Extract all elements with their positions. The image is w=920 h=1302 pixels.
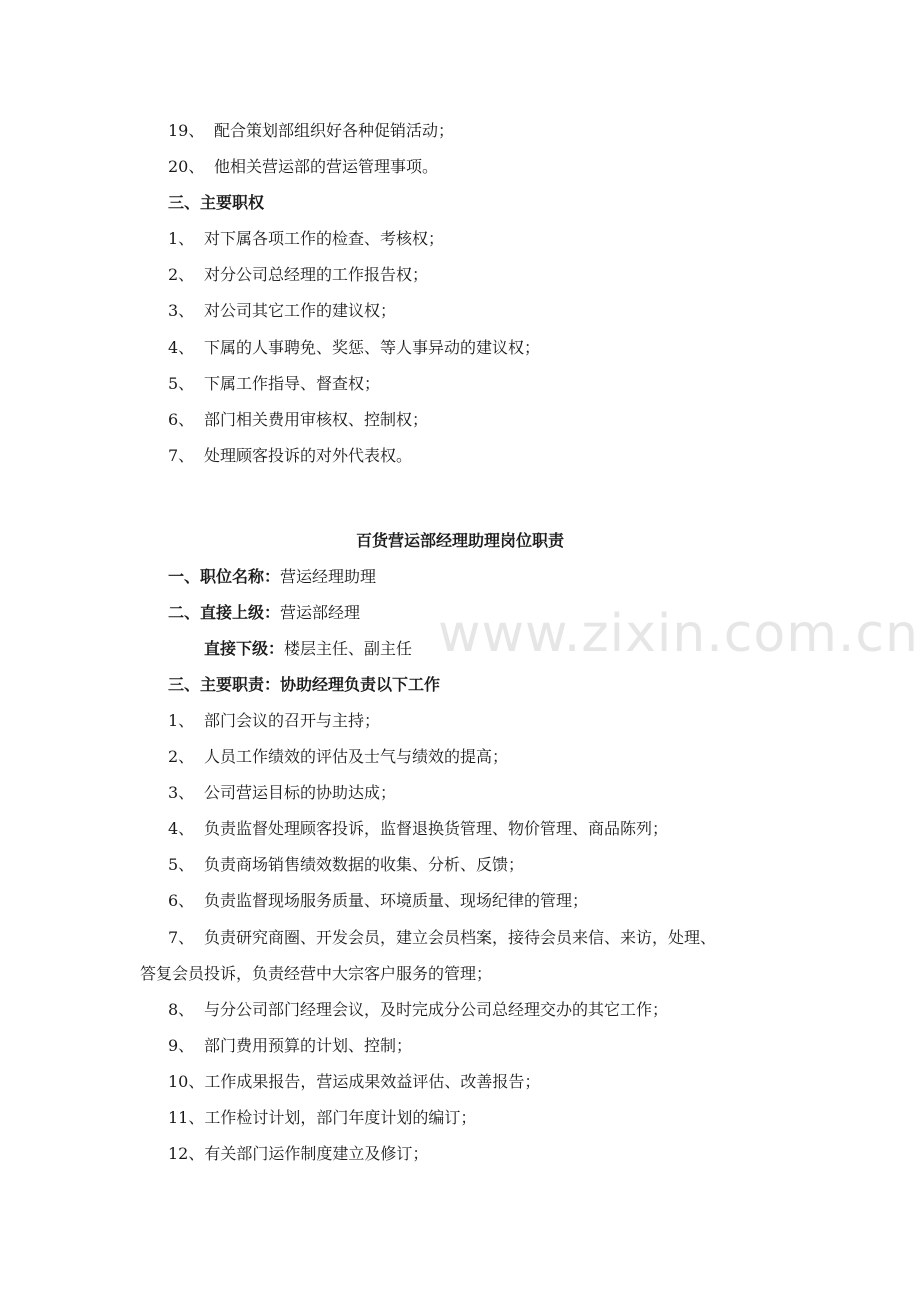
section-heading-powers: 三、主要职权 [168, 193, 265, 212]
item-number: 6、 [168, 891, 195, 910]
list-item [168, 1072, 540, 1092]
item-number: 1、 [168, 229, 195, 248]
item-text: 人员工作绩效的评估及士气与绩效的提高； [204, 747, 509, 766]
list-item [168, 229, 444, 249]
item-text: 对分公司总经理的工作报告权； [204, 265, 429, 284]
item-text: 公司营运目标的协助达成； [204, 783, 397, 802]
subordinate-value: 楼层主任、副主任 [284, 639, 413, 658]
position-label: 一、职位名称： [168, 567, 281, 586]
position-row [168, 567, 376, 587]
position-value: 营运经理助理 [280, 567, 377, 586]
list-item [168, 410, 428, 430]
list-item [168, 1036, 412, 1056]
list-item [168, 855, 524, 875]
item-number: 4、 [168, 819, 195, 838]
item-number: 20、 [168, 157, 205, 176]
item-text: 与分公司部门经理会议，及时完成分公司总经理交办的其它工作； [204, 1000, 669, 1019]
superior-row [168, 603, 360, 623]
item-number: 2、 [168, 747, 195, 766]
item-text: 对下属各项工作的检查、考核权； [204, 229, 445, 248]
list-item [168, 446, 412, 466]
superior-label: 二、直接上级： [168, 603, 281, 622]
item-number: 4、 [168, 338, 195, 357]
superior-value: 营运部经理 [280, 603, 361, 622]
item-number: 7、 [168, 928, 195, 947]
list-item [168, 265, 428, 285]
list-item [168, 747, 508, 767]
item-text: 工作成果报告，营运成果效益评估、改善报告； [204, 1072, 541, 1091]
item-number: 11、 [168, 1108, 205, 1127]
item-number: 1、 [168, 711, 195, 730]
list-item [168, 301, 396, 321]
subordinate-row [204, 639, 412, 659]
list-item [168, 1108, 476, 1128]
list-item [168, 891, 588, 911]
item-number: 7、 [168, 446, 195, 465]
item-text: 配合策划部组织好各种促销活动； [214, 121, 455, 140]
item-text: 部门费用预算的计划、控制； [204, 1036, 413, 1055]
item-number: 12、 [168, 1144, 205, 1163]
item-number: 2、 [168, 265, 195, 284]
item-text: 负责监督现场服务质量、环境质量、现场纪律的管理； [204, 891, 589, 910]
item-text: 他相关营运部的营运管理事项。 [214, 157, 439, 176]
list-item [168, 1000, 668, 1020]
document-title: 百货营运部经理助理岗位职责 [355, 531, 564, 550]
item-text: 负责研究商圈、开发会员，建立会员档案，接待会员来信、来访，处理、 [204, 928, 717, 947]
list-item [168, 819, 668, 839]
list-item [168, 1144, 428, 1164]
list-item [168, 338, 540, 358]
list-item [168, 711, 380, 731]
item-number: 8、 [168, 1000, 195, 1019]
watermark-text: www.zixin.com.cn [438, 604, 919, 664]
list-item [168, 928, 716, 948]
item-text: 负责监督处理顾客投诉，监督退换货管理、物价管理、商品陈列； [204, 819, 669, 838]
item-number: 3、 [168, 783, 195, 802]
item-text: 负责商场销售绩效数据的收集、分析、反馈； [204, 855, 525, 874]
item-number: 3、 [168, 301, 195, 320]
item-number: 19、 [168, 121, 205, 140]
item-text: 下属的人事聘免、奖惩、等人事异动的建议权； [204, 338, 541, 357]
list-item [168, 121, 454, 141]
item-number: 6、 [168, 410, 195, 429]
section-heading-duties: 三、主要职责：协助经理负责以下工作 [168, 675, 441, 694]
item-number: 5、 [168, 855, 195, 874]
item-text: 部门相关费用审核权、控制权； [204, 410, 429, 429]
item-text: 下属工作指导、督查权； [204, 374, 381, 393]
item-text: 有关部门运作制度建立及修订； [204, 1144, 429, 1163]
list-item [168, 783, 396, 803]
item-number: 10、 [168, 1072, 205, 1091]
item-number: 5、 [168, 374, 195, 393]
list-item [168, 374, 380, 394]
subordinate-label: 直接下级： [204, 639, 285, 658]
list-item-continuation: 答复会员投诉，负责经营中大宗客户服务的管理； [140, 964, 493, 983]
list-item [168, 157, 438, 177]
item-text: 处理顾客投诉的对外代表权。 [204, 446, 413, 465]
item-text: 部门会议的召开与主持； [204, 711, 381, 730]
item-number: 9、 [168, 1036, 195, 1055]
item-text: 对公司其它工作的建议权； [204, 301, 397, 320]
item-text: 工作检讨计划，部门年度计划的编订； [204, 1108, 477, 1127]
